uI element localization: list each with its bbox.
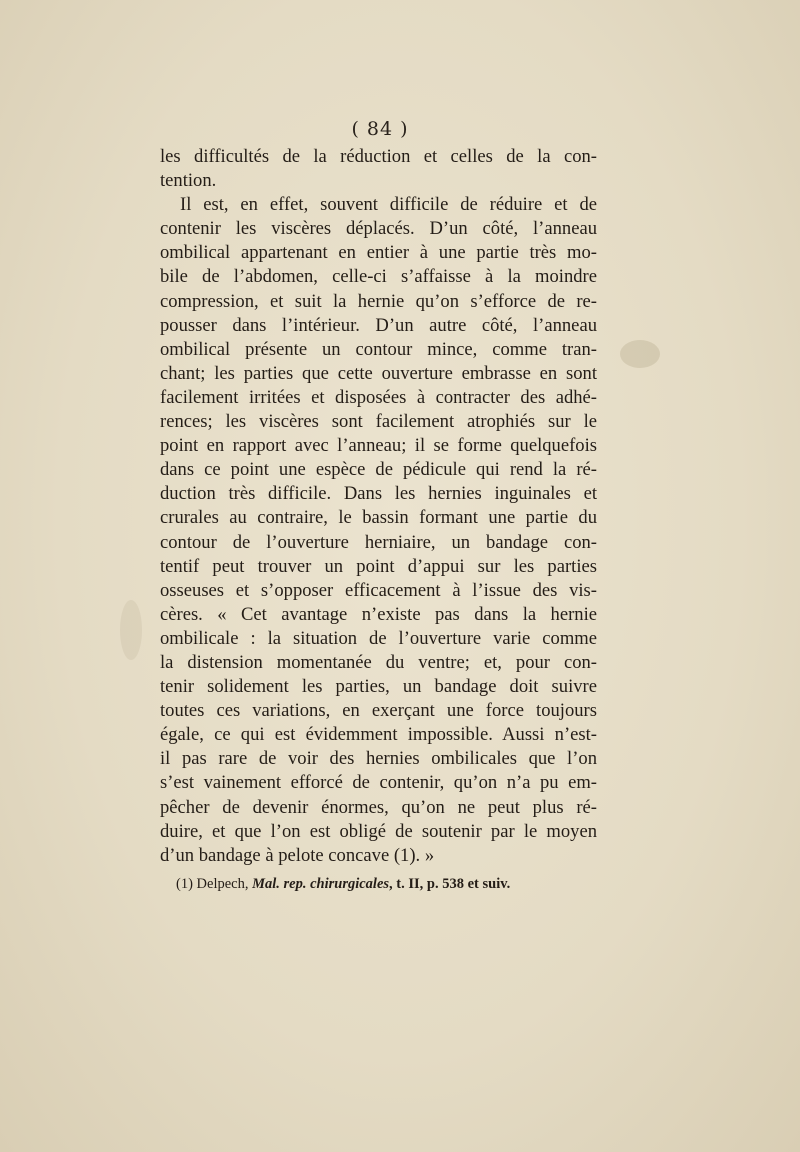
text-line: rences; les viscères sont facilement atrophiés sur le bbox=[160, 411, 597, 433]
text-line: la distension momentanée du ventre; et, pour con- bbox=[160, 651, 597, 673]
footnote-prefix: (1) Delpech, bbox=[176, 876, 253, 892]
paper-stain bbox=[120, 600, 142, 660]
text-line: crurales au contraire, le bassin formant une partie du bbox=[160, 507, 597, 529]
footnote-title: Mal. rep. chirurgicales bbox=[252, 876, 390, 892]
text-line: ombilical appartenant en entier à une partie très mo- bbox=[160, 242, 597, 264]
paper-stain bbox=[620, 340, 660, 368]
text-line: contour de l’ouverture herniaire, un bandage con- bbox=[160, 531, 597, 553]
text-line: s’est vainement efforcé de contenir, qu’on n’a pu em- bbox=[160, 772, 597, 794]
text-line: tentif peut trouver un point d’appui sur les parties bbox=[160, 555, 597, 577]
footnote bbox=[176, 876, 510, 893]
text-line: pousser dans l’intérieur. D’un autre côté, l’anneau bbox=[160, 314, 597, 336]
text-line: tenir solidement les parties, un bandage doit suivre bbox=[160, 676, 597, 698]
text-line: duire, et que l’on est obligé de soutenir par le moyen bbox=[160, 820, 597, 842]
text-line: toutes ces variations, en exerçant une force toujours bbox=[160, 700, 597, 722]
text-line: tention. bbox=[160, 170, 217, 192]
text-line: facilement irritées et disposées à contracter des adhé- bbox=[160, 386, 597, 408]
text-line: d’un bandage à pelote concave (1). » bbox=[160, 844, 435, 866]
text-line: point en rapport avec l’anneau; il se forme quelquefois bbox=[160, 435, 597, 457]
page-number: ( 84 ) bbox=[351, 118, 409, 140]
text-line: dans ce point une espèce de pédicule qui rend la ré- bbox=[160, 459, 597, 481]
text-line: ombilical présente un contour mince, comme tran- bbox=[160, 338, 597, 360]
text-line: ombilicale : la situation de l’ouverture varie comme bbox=[160, 627, 597, 649]
text-line: chant; les parties que cette ouverture embrasse en sont bbox=[160, 362, 597, 384]
body-text bbox=[160, 145, 597, 868]
text-line: il pas rare de voir des hernies ombilicales que l’on bbox=[160, 748, 597, 770]
text-line: bile de l’abdomen, celle-ci s’affaisse à la moindre bbox=[160, 266, 597, 288]
text-line: duction très difficile. Dans les hernies inguinales et bbox=[160, 483, 597, 505]
text-line: les difficultés de la réduction et celles de la con- bbox=[160, 146, 597, 167]
text-line: contenir les viscères déplacés. D’un côté, l’anneau bbox=[160, 218, 597, 240]
text-line: Il est, en effet, souvent difficile de réduire et de bbox=[180, 194, 597, 216]
text-line: égale, ce qui est évidemment impossible. Aussi n’est- bbox=[160, 724, 597, 746]
text-line: osseuses et s’opposer efficacement à l’issue des vis- bbox=[160, 579, 597, 601]
text-line: cères. « Cet avantage n’existe pas dans la hernie bbox=[160, 603, 597, 625]
footnote-suffix: , t. II, p. 538 et suiv. bbox=[389, 876, 511, 892]
text-line: compression, et suit la hernie qu’on s’efforce de re- bbox=[160, 290, 597, 312]
text-line: pêcher de devenir énormes, qu’on ne peut plus ré- bbox=[160, 796, 597, 818]
